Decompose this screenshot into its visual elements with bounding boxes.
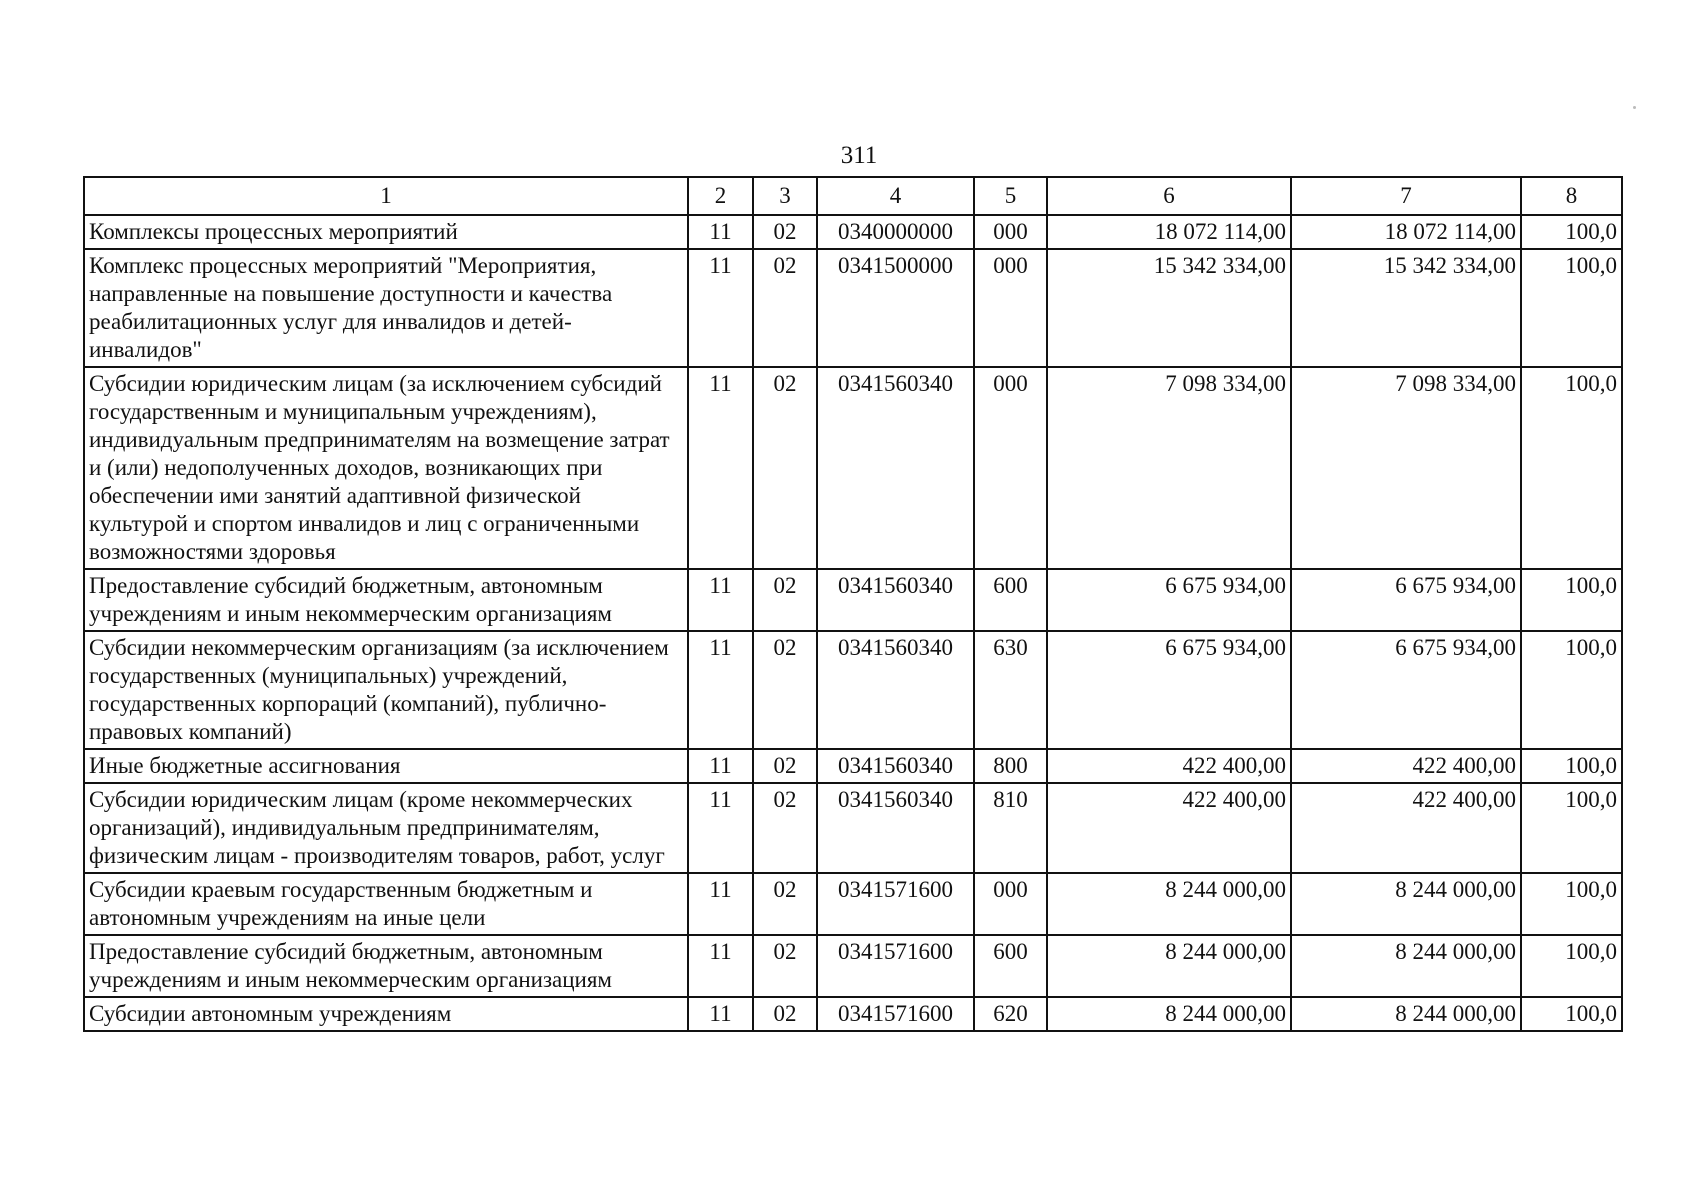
page-number: 311 — [840, 142, 878, 169]
row-target-code: 0340000000 — [817, 215, 974, 249]
row-expense-type: 630 — [974, 631, 1047, 749]
row-amount-fact: 8 244 000,00 — [1291, 873, 1521, 935]
row-section: 11 — [688, 783, 753, 873]
table-row — [84, 997, 1622, 1031]
row-target-code: 0341571600 — [817, 997, 974, 1031]
row-section: 11 — [688, 249, 753, 367]
row-percent: 100,0 — [1521, 367, 1622, 569]
row-amount-fact: 18 072 114,00 — [1291, 215, 1521, 249]
row-section: 11 — [688, 873, 753, 935]
row-target-code: 0341560340 — [817, 569, 974, 631]
table-row — [84, 783, 1622, 873]
row-name: Иные бюджетные ассигнования — [84, 749, 688, 783]
row-name: Комплексы процессных мероприятий — [84, 215, 688, 249]
row-expense-type: 800 — [974, 749, 1047, 783]
row-expense-type: 000 — [974, 249, 1047, 367]
row-subsection: 02 — [753, 749, 817, 783]
row-subsection: 02 — [753, 873, 817, 935]
header-cell: 6 — [1047, 177, 1291, 215]
table-row — [84, 935, 1622, 997]
row-amount-plan: 422 400,00 — [1047, 783, 1291, 873]
header-cell: 2 — [688, 177, 753, 215]
row-amount-plan: 6 675 934,00 — [1047, 569, 1291, 631]
row-subsection: 02 — [753, 249, 817, 367]
row-target-code: 0341560340 — [817, 783, 974, 873]
row-subsection: 02 — [753, 367, 817, 569]
row-expense-type: 600 — [974, 935, 1047, 997]
row-amount-plan: 8 244 000,00 — [1047, 935, 1291, 997]
row-amount-plan: 8 244 000,00 — [1047, 873, 1291, 935]
row-percent: 100,0 — [1521, 249, 1622, 367]
row-amount-plan: 15 342 334,00 — [1047, 249, 1291, 367]
row-target-code: 0341560340 — [817, 631, 974, 749]
row-amount-fact: 15 342 334,00 — [1291, 249, 1521, 367]
row-section: 11 — [688, 215, 753, 249]
row-section: 11 — [688, 367, 753, 569]
scan-dot — [1633, 106, 1636, 109]
row-target-code: 0341571600 — [817, 935, 974, 997]
table-row — [84, 215, 1622, 249]
budget-table — [83, 176, 1623, 1032]
row-name: Комплекс процессных мероприятий "Мероприятия, направленные на повышение доступности и качества реабилитационных услуг для инвалидов и детей-инвалидов" — [84, 249, 688, 367]
row-amount-plan: 422 400,00 — [1047, 749, 1291, 783]
row-amount-fact: 8 244 000,00 — [1291, 935, 1521, 997]
row-name: Субсидии юридическим лицам (кроме некоммерческих организаций), индивидуальным предпринимателям, физическим лицам - производителям товаров, работ, услуг — [84, 783, 688, 873]
header-cell: 1 — [84, 177, 688, 215]
row-percent: 100,0 — [1521, 997, 1622, 1031]
row-section: 11 — [688, 569, 753, 631]
row-name: Предоставление субсидий бюджетным, автономным учреждениям и иным некоммерческим организациям — [84, 569, 688, 631]
header-cell: 5 — [974, 177, 1047, 215]
row-subsection: 02 — [753, 783, 817, 873]
row-amount-plan: 8 244 000,00 — [1047, 997, 1291, 1031]
row-subsection: 02 — [753, 631, 817, 749]
table-row — [84, 569, 1622, 631]
row-target-code: 0341500000 — [817, 249, 974, 367]
row-percent: 100,0 — [1521, 935, 1622, 997]
row-percent: 100,0 — [1521, 215, 1622, 249]
row-expense-type: 000 — [974, 873, 1047, 935]
row-percent: 100,0 — [1521, 783, 1622, 873]
table-row — [84, 367, 1622, 569]
table-row — [84, 631, 1622, 749]
header-row — [84, 177, 1622, 215]
table-row — [84, 249, 1622, 367]
row-amount-fact: 6 675 934,00 — [1291, 569, 1521, 631]
row-target-code: 0341560340 — [817, 749, 974, 783]
row-amount-fact: 422 400,00 — [1291, 783, 1521, 873]
row-expense-type: 810 — [974, 783, 1047, 873]
header-cell: 3 — [753, 177, 817, 215]
row-subsection: 02 — [753, 215, 817, 249]
row-percent: 100,0 — [1521, 631, 1622, 749]
table-row — [84, 873, 1622, 935]
row-section: 11 — [688, 997, 753, 1031]
row-percent: 100,0 — [1521, 873, 1622, 935]
row-name: Субсидии краевым государственным бюджетным и автономным учреждениям на иные цели — [84, 873, 688, 935]
row-amount-fact: 7 098 334,00 — [1291, 367, 1521, 569]
header-cell: 7 — [1291, 177, 1521, 215]
row-subsection: 02 — [753, 569, 817, 631]
row-subsection: 02 — [753, 997, 817, 1031]
row-target-code: 0341571600 — [817, 873, 974, 935]
row-amount-fact: 8 244 000,00 — [1291, 997, 1521, 1031]
row-percent: 100,0 — [1521, 749, 1622, 783]
row-amount-fact: 422 400,00 — [1291, 749, 1521, 783]
row-name: Субсидии автономным учреждениям — [84, 997, 688, 1031]
row-expense-type: 000 — [974, 367, 1047, 569]
row-name: Предоставление субсидий бюджетным, автономным учреждениям и иным некоммерческим организациям — [84, 935, 688, 997]
row-expense-type: 620 — [974, 997, 1047, 1031]
row-percent: 100,0 — [1521, 569, 1622, 631]
row-expense-type: 600 — [974, 569, 1047, 631]
row-amount-plan: 7 098 334,00 — [1047, 367, 1291, 569]
row-section: 11 — [688, 935, 753, 997]
row-subsection: 02 — [753, 935, 817, 997]
row-amount-plan: 6 675 934,00 — [1047, 631, 1291, 749]
row-amount-fact: 6 675 934,00 — [1291, 631, 1521, 749]
row-expense-type: 000 — [974, 215, 1047, 249]
row-amount-plan: 18 072 114,00 — [1047, 215, 1291, 249]
header-cell: 4 — [817, 177, 974, 215]
row-name: Субсидии некоммерческим организациям (за исключением государственных (муниципальных) учреждений, государственных корпораций (компаний), публично-правовых компаний) — [84, 631, 688, 749]
row-section: 11 — [688, 749, 753, 783]
row-name: Субсидии юридическим лицам (за исключением субсидий государственным и муниципальным учреждениям), индивидуальным предпринимателям на возмещение затрат и (или) недополученных доходов, возникающих при обеспечении ими занятий адаптивной физической культурой и спортом инвалидов и лиц с ограниченными возможностями здоровья — [84, 367, 688, 569]
header-cell: 8 — [1521, 177, 1622, 215]
row-target-code: 0341560340 — [817, 367, 974, 569]
row-section: 11 — [688, 631, 753, 749]
table-row — [84, 749, 1622, 783]
